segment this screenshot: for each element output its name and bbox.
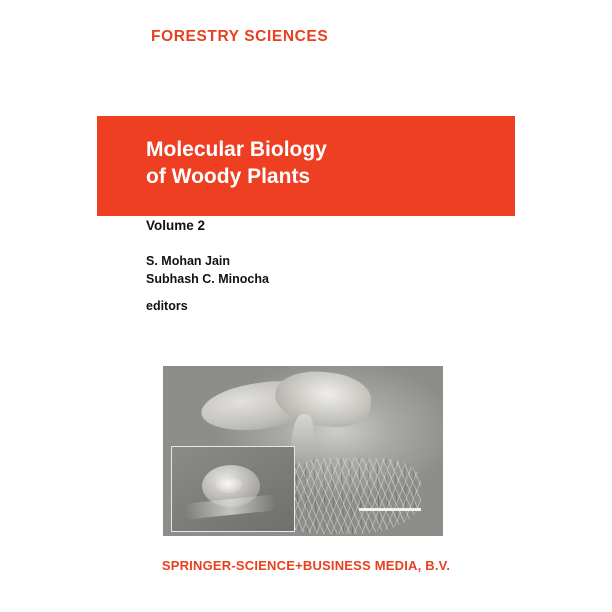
editor-name-1: S. Mohan Jain xyxy=(146,254,231,268)
figure-inset-panel xyxy=(171,446,295,532)
title-line-2: of Woody Plants xyxy=(146,165,311,188)
series-title: FORESTRY SCIENCES xyxy=(151,28,329,45)
inset-section-band xyxy=(183,494,276,520)
editor-name-2: Subhash C. Minocha xyxy=(146,272,269,286)
publisher-name: SPRINGER-SCIENCE+BUSINESS MEDIA, B.V. xyxy=(161,558,451,573)
cover-figure xyxy=(163,366,443,536)
title-line-1: Molecular Biology xyxy=(146,138,327,161)
editor-list xyxy=(146,252,269,313)
editors-role-label: editors xyxy=(146,299,188,313)
volume-label: Volume 2 xyxy=(146,218,206,233)
figure-scale-bar xyxy=(359,508,421,511)
book-title xyxy=(146,136,506,190)
inset-cell-core xyxy=(216,477,242,493)
